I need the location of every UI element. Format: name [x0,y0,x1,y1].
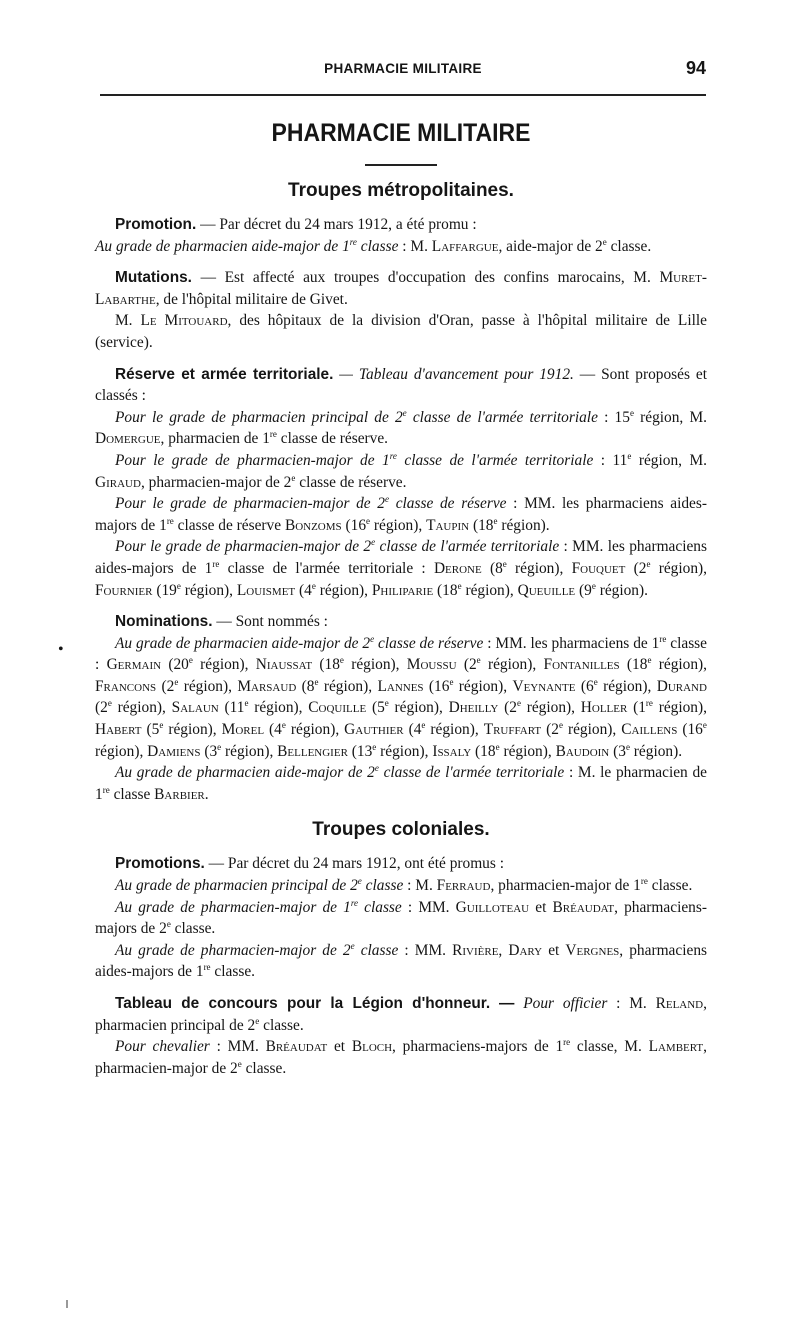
paragraph-nominations-1: Au grade de pharmacien aide-major de 2e classe de réserve : MM. les pharmaciens de 1re classe : Germain (20e région), Niaussat (18e région), Moussu (2e région), Fontanilles (18e région), Francons (2e région), Marsaud (8e région), Lannes (16e région), Veynante (6e région), Durand (2e région), Salaun (11e région), Coquille (5e région), Dheilly (2e région), Holler (1re région), Habert (5e région), Morel (4e région), Gauthier (4e région), Truffart (2e région), Caillens (16e région), Damiens (3e région), Bellengier (13e région), Issaly (18e région), Baudoin (3e région). [95,633,708,760]
nominee-name: Fontanilles [543,656,620,674]
paragraph-reserve-2: Pour le grade de pharmacien-major de 1re classe de l'armée territoriale : 11e région, M. Giraud, pharmacien-major de 2e classe de réserve. [95,450,707,491]
nominee-name: Salaun [171,699,219,717]
nominee-name: Truffart [483,721,542,739]
paragraph-mutations: Mutations. — Est affecté aux troupes d'occupation des confins marocains, M. Muret-Labarthe, de l'hôpital militaire de Givet. [95,269,707,308]
nominee-name: Veynante [512,677,576,695]
paragraph-reserve-1: Pour le grade de pharmacien principal de 2e classe de l'armée territoriale : 15e région, M. Domergue, pharmacien de 1re classe de réserve. [95,407,707,448]
nominee-name: Morel [221,721,265,739]
nominee-name: Francons [95,677,157,695]
section-title-colonial: Troupes coloniales. [312,819,490,841]
paragraph-colonial-2: Au grade de pharmacien-major de 1re classe : MM. Guilloteau et Bréaudat, pharmaciens-majors de 2e classe. [95,897,707,938]
nominee-name: Issaly [432,742,472,760]
page-title: PHARMACIE MILITAIRE [271,119,531,147]
paragraph-reserve-3: Pour le grade de pharmacien-major de 2e classe de réserve : MM. les pharmaciens aides-majors de 1re classe de réserve Bonzoms (16e région), Taupin (18e région). [95,494,707,534]
paragraph-nominations-2: Au grade de pharmacien aide-major de 2e classe de l'armée territoriale : M. le pharmacien de 1re classe Barbier. [95,763,707,803]
nominee-name: Baudoin [555,742,610,760]
paragraph-colonial-1: Au grade de pharmacien principal de 2e classe : M. Ferraud, pharmacien-major de 1re classe. [115,875,693,895]
paragraph-legion: Tableau de concours pour la Légion d'honneur. — Pour officier : M. Reland, pharmacien principal de 2e classe. [95,995,707,1034]
running-head-title: PHARMACIE MILITAIRE [324,61,482,76]
nominee-name: Marsaud [237,677,297,695]
section-title-metro: Troupes métropolitaines. [288,180,514,201]
paragraph-reserve-4: Pour le grade de pharmacien-major de 2e classe de l'armée territoriale : MM. les pharmaciens aides-majors de 1re classe de l'armée territoriale : Derone (8e région), Fouquet (2e région), Fournier (19e région), Louismet (4e région), Philiparie (18e région), Queuille (9e région). [95,537,707,599]
nominee-name: Durand [656,677,707,695]
paragraph-nominations: Nominations. — Sont nommés : [115,613,328,631]
running-head [100,58,706,82]
margin-bullet: • [58,641,64,658]
nominee-name: Germain [106,656,162,674]
nominee-name: Caillens [621,721,678,739]
paragraph-colonial-3: Au grade de pharmacien-major de 2e classe : MM. Rivière, Dary et Vergnes, pharmaciens aides-majors de 1re classe. [95,940,708,981]
nominee-name: Gauthier [344,721,404,739]
title-divider [365,164,437,166]
nominee-name: Niaussat [255,656,313,674]
nominee-name: Holler [580,699,628,717]
nominee-name: Damiens [147,742,201,760]
nominee-name: Lannes [377,677,424,695]
nominee-name: Moussu [406,656,457,674]
nominee-name: Coquille [308,699,367,717]
paragraph-reserve: Réserve et armée territoriale. — Tableau d'avancement pour 1912. — Sont proposés et classés : [95,365,707,405]
header-divider [100,94,706,96]
margin-mark [66,1300,68,1308]
nominee-name: Bellengier [277,742,348,760]
page-number: 94 [685,58,706,78]
nominee-name: Habert [95,721,142,739]
paragraph-colonial-promotions: Promotions. — Par décret du 24 mars 1912, ont été promus : [115,855,504,873]
article-body [95,116,707,1079]
paragraph-legion-2: Pour chevalier : MM. Bréaudat et Bloch, pharmaciens-majors de 1re classe, M. Lambert, pharmacien-major de 2e classe. [95,1037,708,1077]
paragraph-promotion: Promotion. — Par décret du 24 mars 1912, a été promu : Au grade de pharmacien aide-major de 1re classe : M. Laffargue, aide-major de 2e classe. [95,216,652,255]
paragraph-mutations-2: M. Le Mitouard, des hôpitaux de la division d'Oran, passe à l'hôpital militaire de Lille (service). [95,312,707,351]
nominee-name: Dheilly [448,699,499,717]
